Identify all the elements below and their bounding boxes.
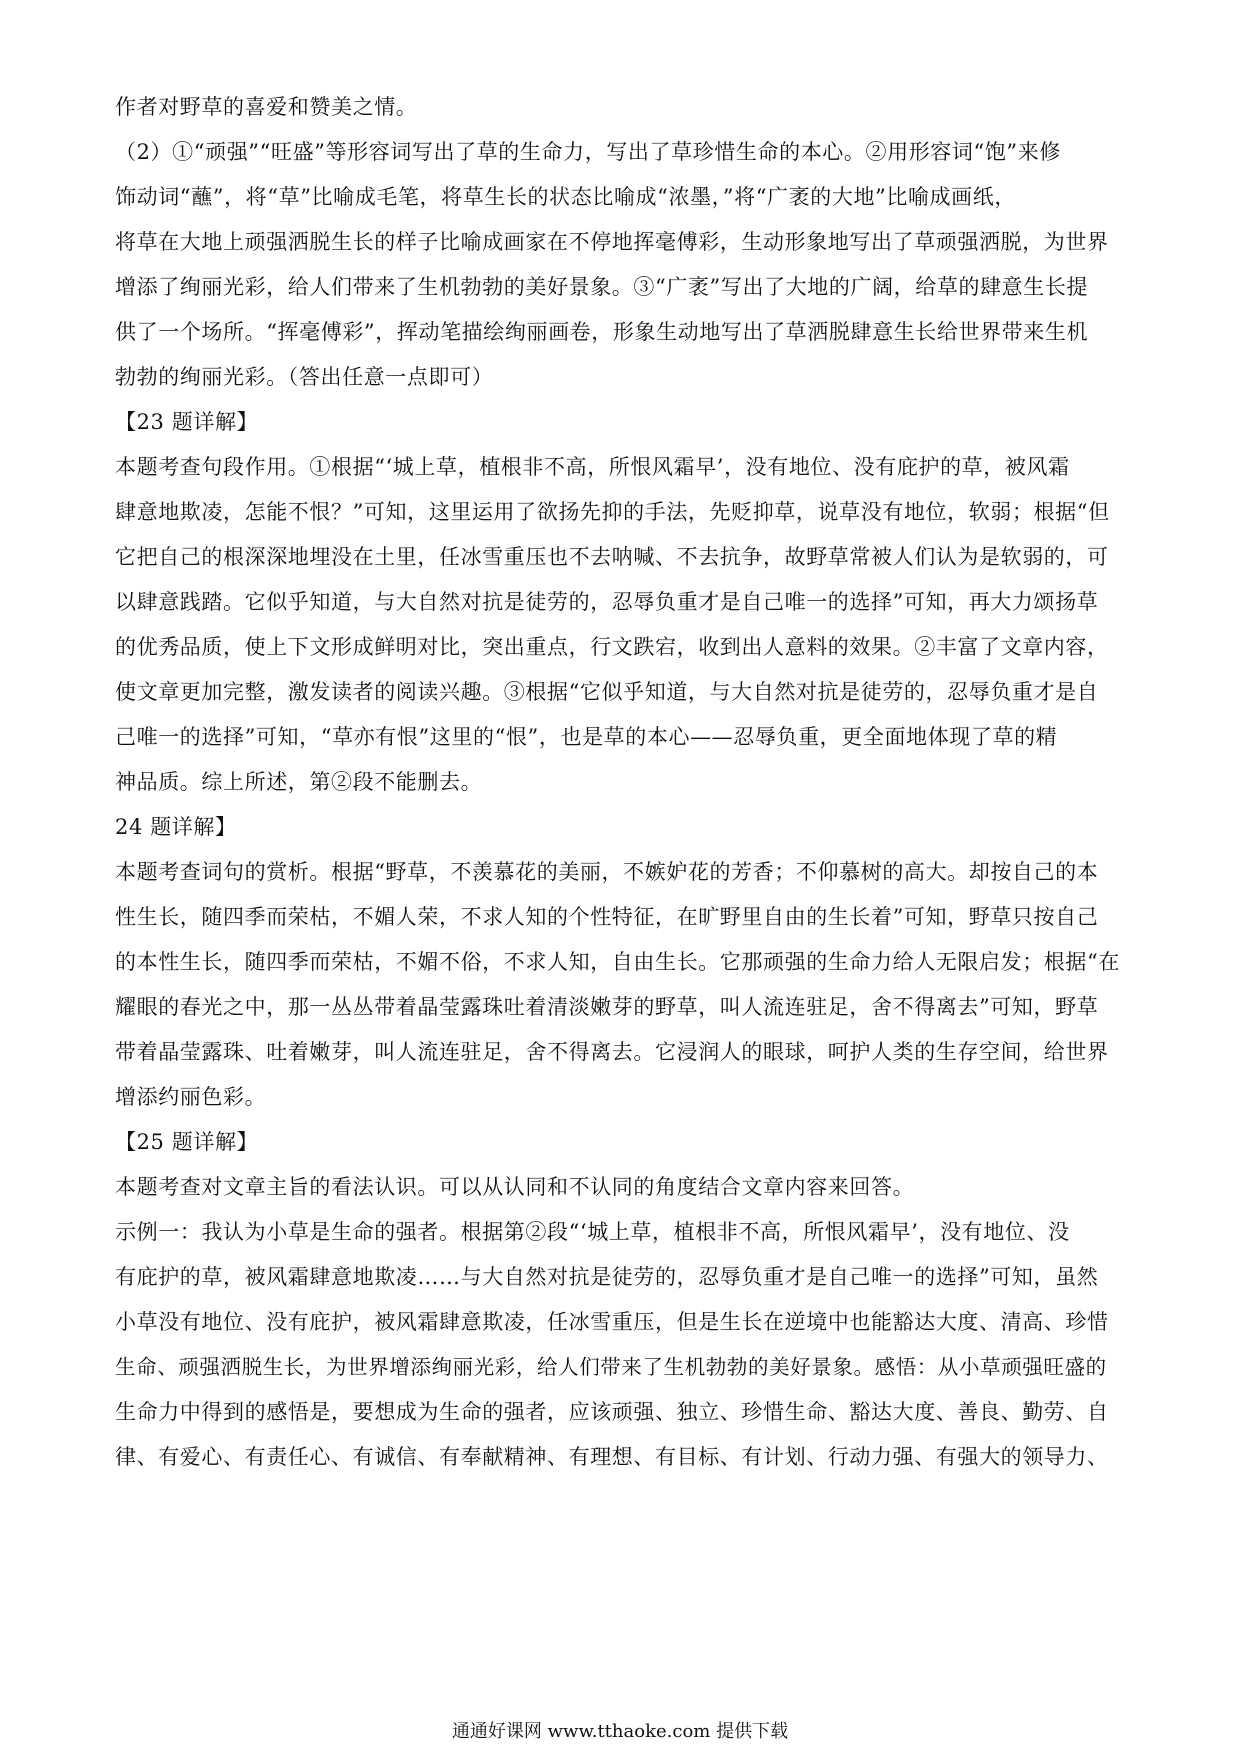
text-line: 以肆意践踏。它似乎知道，与大自然对抗是徒劳的，忍辱负重才是自己唯一的选择”可知，再大力颂扬草 — [115, 590, 1099, 614]
text-line: 它把自己的根深深地埋没在土里，任冰雪重压也不去呐喊、不去抗争，故野草常被人们认为是软弱的，可 — [115, 545, 1109, 569]
text-line: 示例一：我认为小草是生命的强者。根据第②段“‘城上草，植根非不高，所恨风霜早’，没有地位、没 — [115, 1220, 1070, 1244]
text-line: 性生长，随四季而荣枯，不媚人荣，不求人知的个性特征，在旷野里自由的生长着”可知，野草只按自己 — [115, 905, 1099, 929]
text-line: 生命力中得到的感悟是，要想成为生命的强者，应该顽强、独立、珍惜生命、豁达大度、善良、勤劳、自 — [115, 1400, 1109, 1424]
text-line: 小草没有地位、没有庇护，被风霜肆意欺凌，任冰雪重压，但是生长在逆境中也能豁达大度、清高、珍惜 — [115, 1310, 1109, 1334]
text-line: （2）①“顽强”“旺盛”等形容词写出了草的生命力，写出了草珍惜生命的本心。②用形容词“饱”来修 — [115, 140, 1061, 164]
text-line: 增添约丽色彩。 — [115, 1085, 267, 1109]
text-line: 增添了绚丽光彩，给人们带来了生机勃勃的美好景象。③“广袤”写出了大地的广阔，给草的肆意生长提 — [115, 275, 1089, 299]
text-line: 作者对野草的喜爱和赞美之情。 — [115, 95, 418, 119]
text-line: 生命、顽强洒脱生长，为世界增添绚丽光彩，给人们带来了生机勃勃的美好景象。感悟：从小草顽强旺盛的 — [115, 1355, 1107, 1379]
text-line: 有庇护的草，被风霜肆意地欺凌……与大自然对抗是徒劳的，忍辱负重才是自己唯一的选择”可知，虽然 — [115, 1265, 1099, 1289]
section-heading: 【25 题详解】 — [115, 1130, 259, 1154]
text-line: 将草在大地上顽强洒脱生长的样子比喻成画家在不停地挥毫傅彩，生动形象地写出了草顽强洒脱，为世界 — [115, 230, 1109, 254]
text-line: 本题考查句段作用。①根据“‘城上草，植根非不高，所恨风霜早’，没有地位、没有庇护的草，被风霜 — [115, 455, 1070, 479]
text-line: 的本性生长，随四季而荣枯，不媚不俗，不求人知，自由生长。它那顽强的生命力给人无限启发；根据“在 — [115, 950, 1120, 974]
text-line: 律、有爱心、有责任心、有诚信、有奉献精神、有理想、有目标、有计划、行动力强、有强大的领导力、 — [115, 1445, 1109, 1469]
page-footer: 通通好课网 www.tthaoke.com 提供下载 — [451, 1721, 789, 1742]
section-heading: 24 题详解】 — [115, 815, 237, 839]
text-line: 勃勃的绚丽光彩。（答出任意一点即可） — [115, 365, 494, 389]
text-line: 饰动词“蘸”，将“草”比喻成毛笔，将草生长的状态比喻成“浓墨，”将“广袤的大地”比喻成画纸， — [115, 185, 1016, 209]
text-line: 己唯一的选择”可知，“草亦有恨”这里的“恨”，也是草的本心——忍辱负重，更全面地体现了草的精 — [115, 725, 1058, 749]
text-line: 肆意地欺凌，怎能不恨？”可知，这里运用了欲扬先抑的手法，先贬抑草，说草没有地位，软弱；根据“但 — [115, 500, 1110, 524]
text-line: 耀眼的春光之中，那一丛丛带着晶莹露珠吐着清淡嫩芽的野草，叫人流连驻足，舍不得离去”可知，野草 — [115, 995, 1099, 1019]
text-line: 带着晶莹露珠、吐着嫩芽，叫人流连驻足，舍不得离去。它浸润人的眼球，呵护人类的生存空间，给世界 — [115, 1040, 1109, 1064]
section-heading: 【23 题详解】 — [115, 410, 259, 434]
text-line: 神品质。综上所述，第②段不能删去。 — [115, 770, 483, 794]
text-line: 供了一个场所。“挥毫傅彩”，挥动笔描绘绚丽画卷，形象生动地写出了草洒脱肆意生长给世界带来生机 — [115, 320, 1089, 344]
text-line: 的优秀品质，使上下文形成鲜明对比，突出重点，行文跌宕，收到出人意料的效果。②丰富了文章内容， — [115, 635, 1109, 659]
text-line: 本题考查词句的赏析。根据“野草，不羡慕花的美丽，不嫉妒花的芳香；不仰慕树的高大。却按自己的本 — [115, 860, 1099, 884]
text-line: 本题考查对文章主旨的看法认识。可以从认同和不认同的角度结合文章内容来回答。 — [115, 1175, 915, 1199]
text-line: 使文章更加完整，激发读者的阅读兴趣。③根据“它似乎知道，与大自然对抗是徒劳的，忍辱负重才是自 — [115, 680, 1099, 704]
